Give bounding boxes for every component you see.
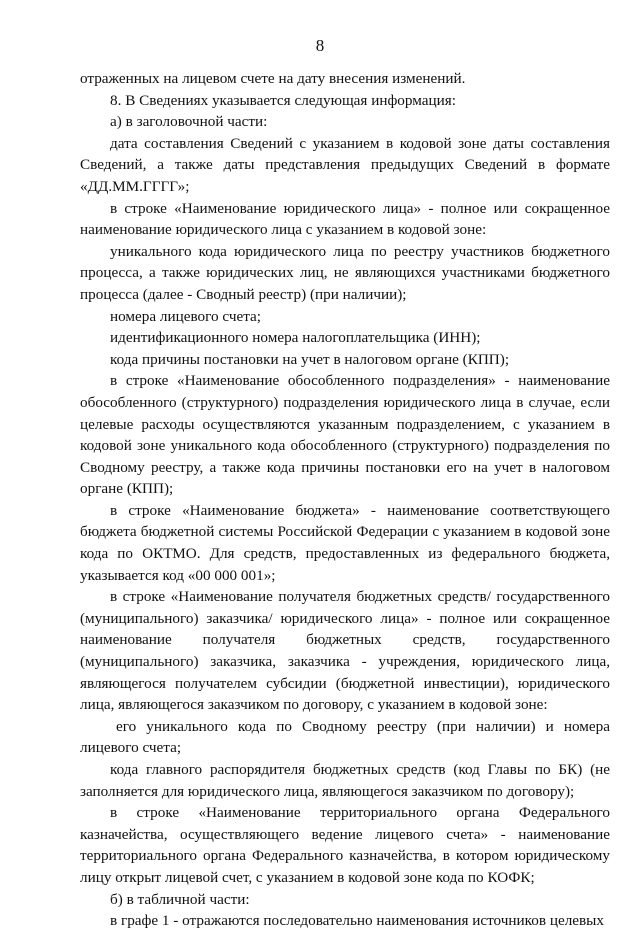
paragraph-inn: идентификационного номера налогоплательщика (ИНН); (110, 329, 481, 347)
paragraph-date: дата составления Сведений с указанием в кодовой зоне даты составления Сведений, а также даты представления предыдущих Сведений в формате «ДД.ММ.ГГГГ»; (80, 134, 610, 195)
paragraph-subdivision-name: в строке «Наименование обособленного подразделения» - наименование обособленного (структурного) подразделения юридического лица в случае, если целевые расходы осуществляются указанным подразделением, с указанием в кодовой зоне уникального кода обособленного (структурного) подразделения по Сводному реестру, а также кода причины постановки его на учет в налоговом органе (КПП); (80, 372, 610, 498)
paragraph-continuation: отраженных на лицевом счете на дату внесения изменений. (80, 70, 466, 87)
paragraph-chief-manager-code: кода главного распорядителя бюджетных средств (код Главы по БК) (не заполняется для юридического лица, являющегося заказчиком по договору); (80, 761, 610, 800)
paragraph-table-part: б) в табличной части: (110, 890, 250, 908)
document-body (80, 68, 610, 932)
paragraph-column-1: в графе 1 - отражаются последовательно наименования источников целевых (110, 912, 604, 930)
paragraph-section-8: 8. В Сведениях указывается следующая информация: (110, 91, 456, 109)
page-number: 8 (315, 36, 325, 55)
paragraph-legal-entity-name: в строке «Наименование юридического лица» - полное или сокращенное наименование юридического лица с указанием в кодовой зоне: (80, 199, 610, 239)
paragraph-header-part: а) в заголовочной части: (110, 113, 268, 131)
paragraph-unique-code: уникального кода юридического лица по реестру участников бюджетного процесса, а также юридических лиц, не являющихся участниками бюджетного процесса (далее - Сводный реестр) (при наличии); (80, 242, 610, 303)
paragraph-territorial-body: в строке «Наименование территориального органа Федерального казначейства, осуществляющего ведение лицевого счета» - наименование территориального органа Федерального казначейства, в котором юридическому лицу открыт лицевой счет, с указанием в кодовой зоне кода по КОФК; (80, 804, 610, 886)
paragraph-recipient-code: его уникального кода по Сводному реестру (при наличии) и номера лицевого счета; (80, 717, 610, 757)
paragraph-recipient-name: в строке «Наименование получателя бюджетных средств/ государственного (муниципального) заказчика/ юридического лица» - полное или сокращенное наименование получателя бюджетных средств, государственного (муниципального) заказчика, заказчика - учреждения, юридического лица, являющегося получателем субсидии (бюджетной инвестиции), юридического лица, являющегося заказчиком по договору, с указанием в кодовой зоне: (80, 588, 610, 714)
paragraph-budget-name: в строке «Наименование бюджета» - наименование соответствующего бюджета бюджетной системы Российской Федерации с указанием в кодовой зоне кода по ОКТМО. Для средств, предоставленных из федерального бюджета, указывается код «00 000 001»; (80, 501, 610, 584)
paragraph-kpp: кода причины постановки на учет в налоговом органе (КПП); (110, 350, 510, 368)
paragraph-account-number: номера лицевого счета; (110, 307, 261, 325)
